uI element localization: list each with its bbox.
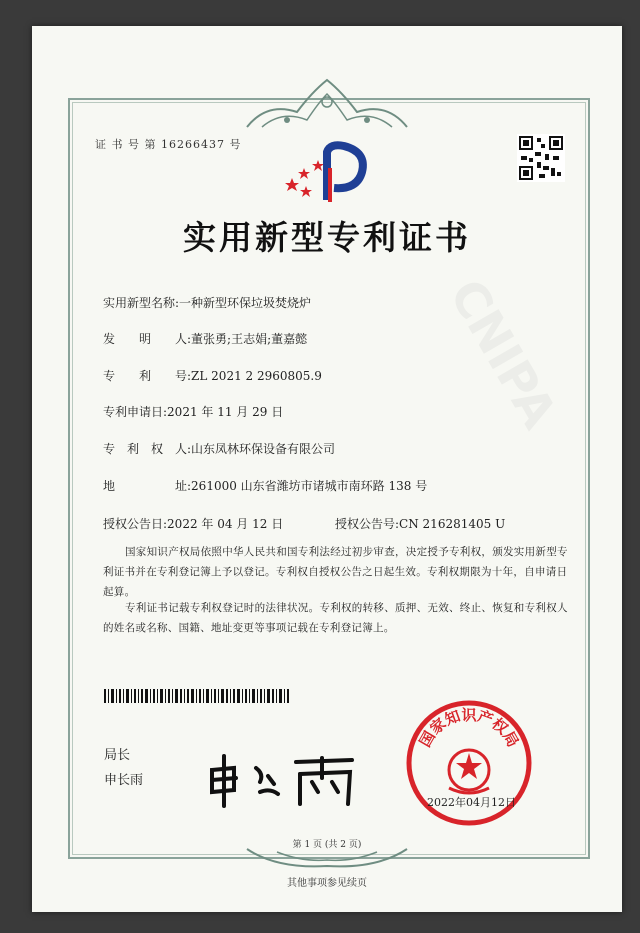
field-label: 地 址: xyxy=(103,479,192,493)
handwritten-signature xyxy=(204,748,364,808)
signer-title: 局长 xyxy=(104,748,131,763)
seal-date: 2022年04月12日 xyxy=(427,796,516,809)
field-value: 2021 年 11 月 29 日 xyxy=(167,405,284,419)
field-model-name xyxy=(103,294,311,311)
svg-text:国家知识产权局 xyxy=(416,706,522,750)
field-patent-no xyxy=(103,367,322,384)
field-value: CN 216281405 U xyxy=(399,517,506,531)
field-grant-no xyxy=(335,515,505,532)
top-ornament-icon xyxy=(227,72,427,132)
field-inventors xyxy=(103,330,307,347)
field-label: 授权公告日: xyxy=(103,517,168,531)
qr-code-icon xyxy=(517,134,565,182)
field-grant-date xyxy=(103,515,283,532)
field-value: 山东凤林环保设备有限公司 xyxy=(191,442,336,456)
certificate-sheet xyxy=(32,26,622,912)
field-value: 2022 年 04 月 12 日 xyxy=(167,517,284,531)
field-apply-date xyxy=(103,403,283,420)
field-value: 董张勇;王志娟;董嘉懿 xyxy=(191,332,308,346)
cnipa-logo-icon xyxy=(282,138,377,208)
paragraph-legal: 专利证书记载专利权登记时的法律状况。专利权的转移、质押、无效、终止、恢复和专利权人的姓名或名称、国籍、地址变更等事项记载在专利登记簿上。 xyxy=(103,602,568,634)
signer-name: 申长雨 xyxy=(104,773,144,788)
field-patentee xyxy=(103,440,335,457)
field-value: 一种新型环保垃圾焚烧炉 xyxy=(179,296,312,310)
page-number: 第 1 页 (共 2 页) xyxy=(292,840,362,850)
barcode-icon xyxy=(104,689,289,703)
field-value: ZL 2021 2 2960805.9 xyxy=(191,369,322,383)
field-address xyxy=(103,477,427,494)
field-value: 261000 山东省潍坊市诸城市南环路 138 号 xyxy=(191,479,428,493)
field-label: 发 明 人: xyxy=(103,332,192,346)
footer-note: 其他事项参见续页 xyxy=(287,878,367,889)
field-label: 专 利 号: xyxy=(103,369,192,383)
field-label: 专利申请日: xyxy=(103,405,168,419)
watermark: CNIPA xyxy=(438,270,568,438)
field-label: 专 利 权 人: xyxy=(103,442,192,456)
page-title: 实用新型专利证书 xyxy=(183,218,471,257)
paragraph-grant: 国家知识产权局依照中华人民共和国专利法经过初步审查，决定授予专利权，颁发实用新型专利证书并在专利登记簿上予以登记。专利权自授权公告之日起生效。专利权期限为十年，自申请日起算。 xyxy=(103,546,568,598)
field-label: 授权公告号: xyxy=(335,517,400,531)
seal-text: 国家知识产权局 xyxy=(415,706,523,751)
certificate-number: 证 书 号 第 16266437 号 xyxy=(95,138,242,151)
field-label: 实用新型名称: xyxy=(103,296,180,310)
